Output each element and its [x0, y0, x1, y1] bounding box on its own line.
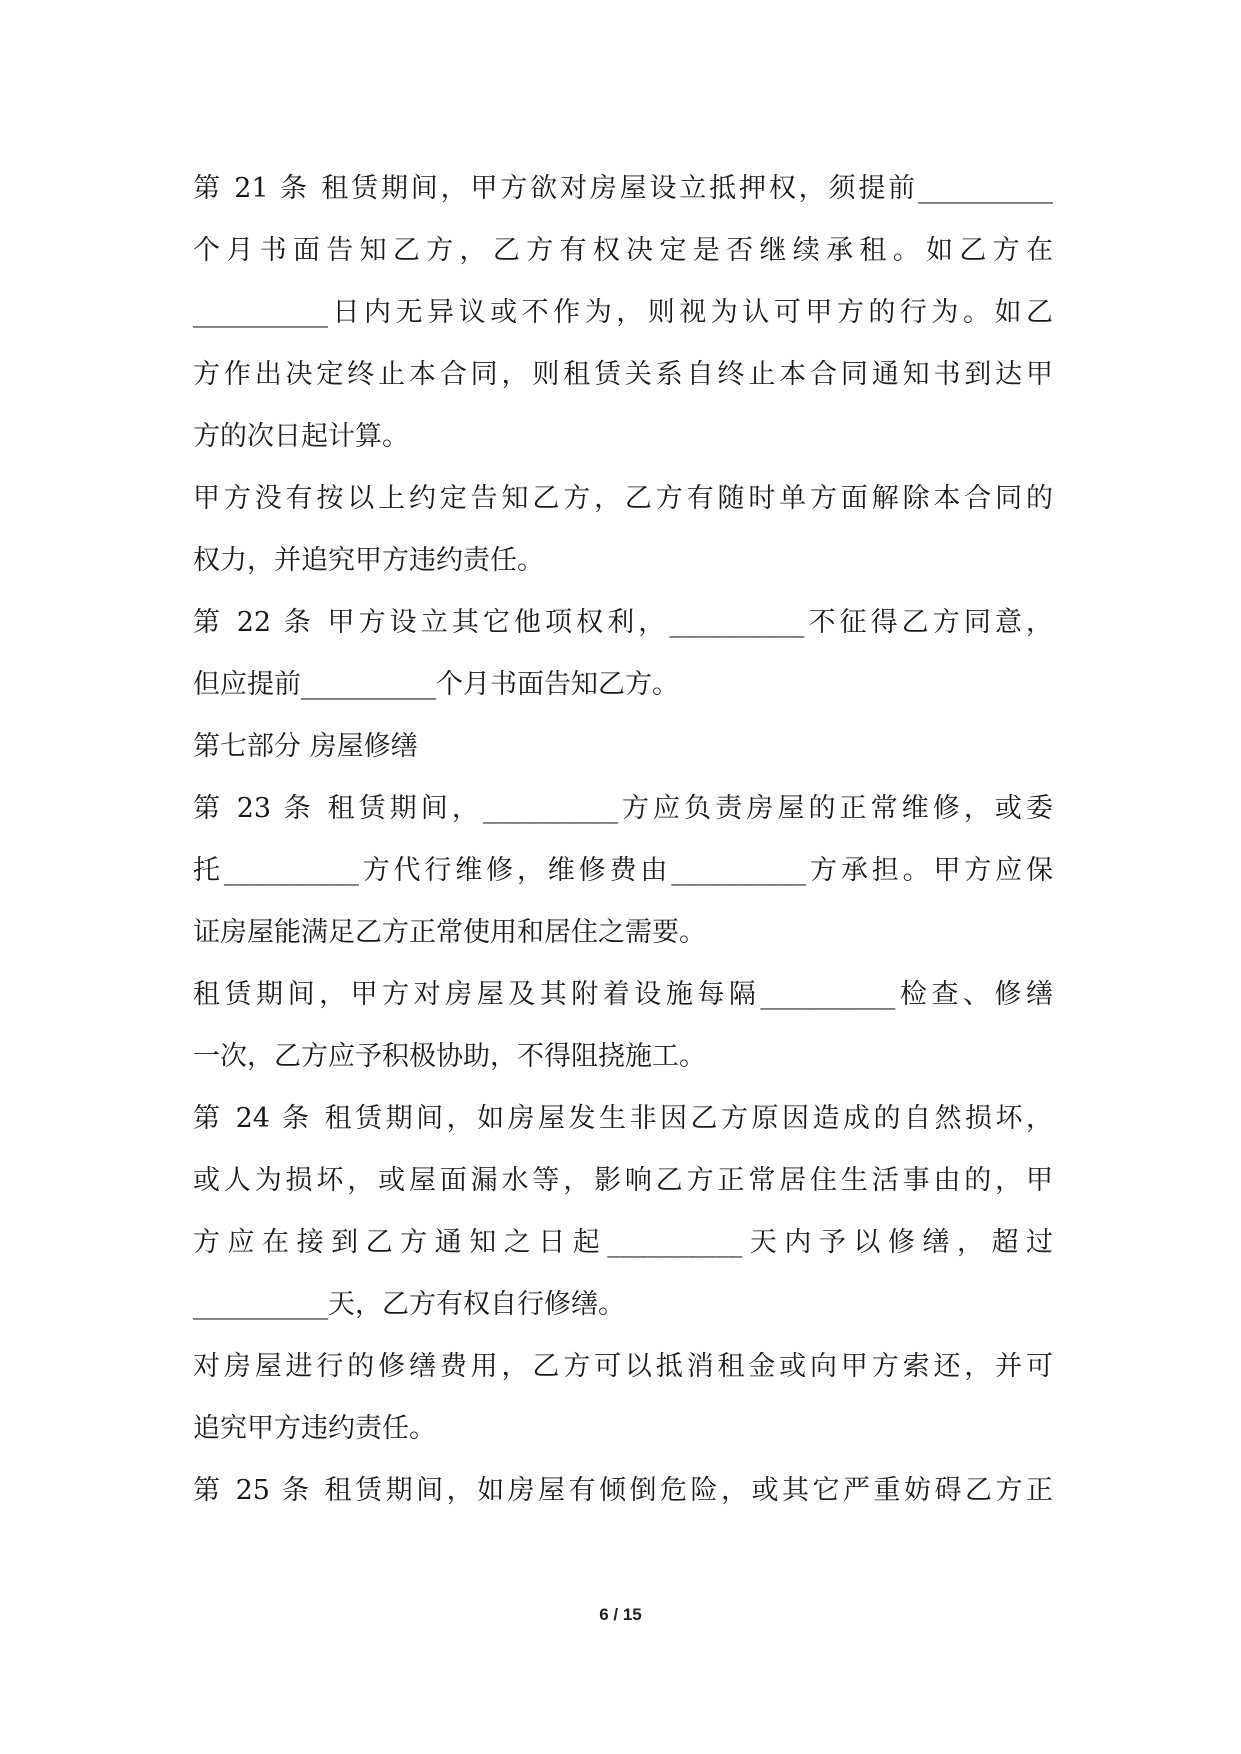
text-line: 或人为损坏，或屋面漏水等，影响乙方正常居住生活事由的，甲: [193, 1165, 1053, 1196]
text-line: 追究甲方违约责任。: [193, 1413, 436, 1444]
section-heading: 第七部分 房屋修缮: [193, 731, 418, 762]
text-line: 第 24 条 租赁期间，如房屋发生非因乙方原因造成的自然损坏，: [193, 1103, 1053, 1134]
text-line: 方的次日起计算。: [193, 421, 409, 452]
text-line: 个月书面告知乙方，乙方有权决定是否继续承租。如乙方在: [193, 235, 1053, 266]
text-line: 第 21 条 租赁期间，甲方欲对房屋设立抵押权，须提前__________: [193, 173, 1053, 204]
text-line: 一次，乙方应予积极协助，不得阻挠施工。: [193, 1041, 706, 1072]
text-line: 但应提前__________个月书面告知乙方。: [193, 669, 679, 700]
text-line: 证房屋能满足乙方正常使用和居住之需要。: [193, 917, 706, 948]
text-line: 托__________方代行维修，维修费由__________方承担。甲方应保: [193, 855, 1053, 886]
text-line: 方应在接到乙方通知之日起__________天内予以修缮，超过: [193, 1227, 1053, 1258]
text-line: __________日内无异议或不作为，则视为认可甲方的行为。如乙: [193, 297, 1053, 328]
document-body: [193, 158, 1053, 1522]
text-line: 租赁期间，甲方对房屋及其附着设施每隔__________检查、修缮: [193, 979, 1053, 1010]
text-line: 权力，并追究甲方违约责任。: [193, 545, 544, 576]
text-line: 对房屋进行的修缮费用，乙方可以抵消租金或向甲方索还，并可: [193, 1351, 1053, 1382]
text-line: 第 25 条 租赁期间，如房屋有倾倒危险，或其它严重妨碍乙方正: [193, 1475, 1053, 1506]
page-number: 6 / 15: [599, 1605, 642, 1624]
text-line: 甲方没有按以上约定告知乙方，乙方有随时单方面解除本合同的: [193, 483, 1053, 514]
text-line: 第 22 条 甲方设立其它他项权利，__________不征得乙方同意，: [193, 607, 1053, 638]
text-line: 第 23 条 租赁期间，__________方应负责房屋的正常维修，或委: [193, 793, 1053, 824]
text-line: __________天，乙方有权自行修缮。: [193, 1289, 625, 1320]
text-line: 方作出决定终止本合同，则租赁关系自终止本合同通知书到达甲: [193, 359, 1053, 390]
